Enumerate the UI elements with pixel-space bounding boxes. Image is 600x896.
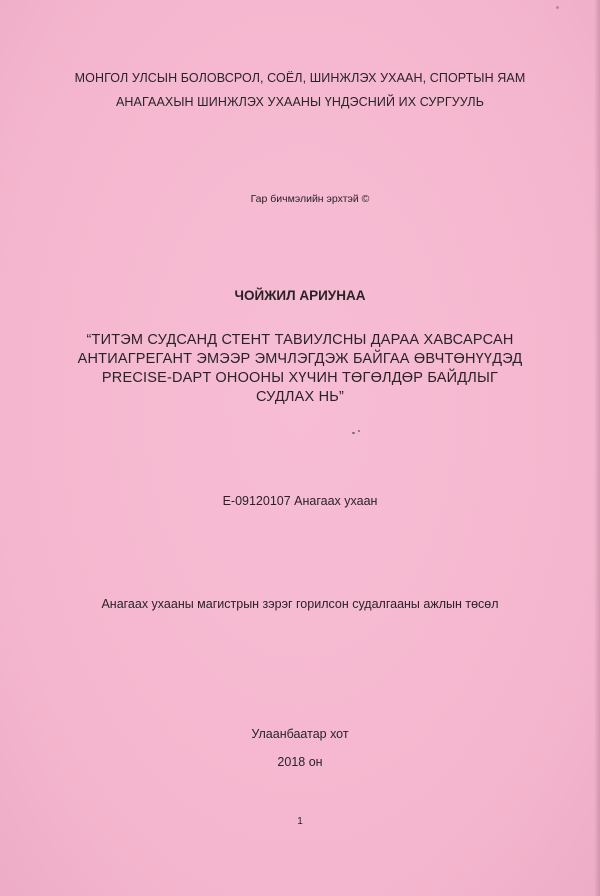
ministry-name: МОНГОЛ УЛСЫН БОЛОВСРОЛ, СОЁЛ, ШИНЖЛЭХ УХААН, СПОРТЫН ЯАМ: [74, 71, 526, 85]
paper-speck: [352, 432, 355, 434]
thesis-title-line: СУДЛАХ НЬ”: [255, 389, 345, 405]
paper-speck: [358, 430, 360, 432]
degree-description: Анагаах ухааны магистрын зэрэг горилсон судалгааны ажлын төсөл: [101, 597, 499, 611]
page-edge-shadow: [594, 0, 600, 896]
thesis-title-line: “ТИТЭМ СУДСАНД СТЕНТ ТАВИУЛСНЫ ДАРАА ХАВСАРСАН: [86, 332, 514, 348]
author-name: ЧОЙЖИЛ АРИУНАА: [234, 288, 366, 303]
copyright-notice: Гар бичмэлийн эрхтэй ©: [250, 193, 370, 205]
thesis-title-line: АНТИАГРЕГАНТ ЭМЭЭР ЭМЧЛЭГДЭЖ БАЙГАА ӨВЧТӨНҮҮДЭД: [77, 351, 523, 367]
page-number: 1: [297, 816, 303, 827]
thesis-title-line: PRECISE-DAPT ОНООНЫ ХҮЧИН ТӨГӨЛДӨР БАЙДЛЫГ: [101, 370, 499, 386]
city-name: Улаанбаатар хот: [251, 727, 349, 741]
specialty-code: E-09120107 Анагаах ухаан: [222, 494, 378, 508]
year: 2018 он: [277, 755, 323, 769]
university-name: АНАГААХЫН ШИНЖЛЭХ УХААНЫ ҮНДЭСНИЙ ИХ СУРГУУЛЬ: [115, 95, 485, 109]
paper-speck: [556, 6, 559, 9]
